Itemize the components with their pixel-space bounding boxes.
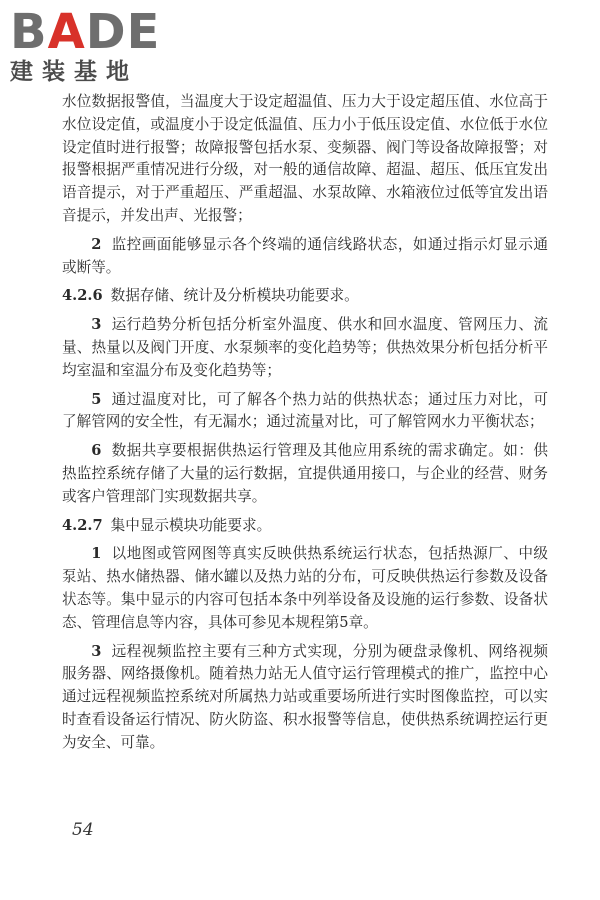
- list-item: 2 监控画面能够显示各个终端的通信线路状态，如通过指示灯显示通或断等。: [62, 235, 548, 276]
- list-item: 3 运行趋势分析包括分析室外温度、供水和回水温度、管网压力、流量、热量以及阀门开度、水泵频率的变化趋势等；供热效果分析包括分析平均室温和室温分布及变化趋势等；: [62, 316, 548, 379]
- logo-wordmark: BADE: [10, 4, 161, 60]
- page-number: 54: [72, 820, 94, 840]
- logo-subtitle: 建装基地: [10, 59, 138, 85]
- list-item: 6 数据共享要根据供热运行管理及其他应用系统的需求确定。如：供热监控系统存储了大量的运行数据，宜提供通用接口，与企业的经营、财务或客户管理部门实现数据共享。: [62, 442, 548, 505]
- logo-accent-letter: A: [47, 4, 86, 60]
- list-item: 1 以地图或管网图等真实反映供热系统运行状态，包括热源厂、中级泵站、热水储热器、储水罐以及热力站的分布，可反映供热运行参数及设备状态等。集中显示的内容可包括本条中列举设备及设施的运行参数、设备状态、管理信息等内容，具体可参见本规程第5章。: [62, 545, 548, 631]
- bade-logo: [10, 6, 180, 90]
- section-heading-4-2-7: 4.2.7 集中显示模块功能要求。: [62, 516, 272, 534]
- list-item: 5 通过温度对比，可了解各个热力站的供热状态；通过压力对比，可了解管网的安全性，有无漏水；通过流量对比，可了解管网水力平衡状态；: [62, 390, 548, 431]
- list-item: 3 远程视频监控主要有三种方式实现，分别为硬盘录像机、网络视频服务器、网络摄像机。随着热力站无人值守运行管理模式的推广，监控中心通过远程视频监控系统对所属热力站或重要场所进行实时图像监控，可以实时查看设备运行情况、防火防盗、积水报警等信息，使供热系统调控运行更为安全、可靠。: [62, 642, 548, 751]
- paragraph-continued: 水位数据报警值，当温度大于设定超温值、压力大于设定超压值、水位高于水位设定值，或温度小于设定低温值、压力小于低压设定值、水位低于水位设定值时进行报警；故障报警包括水泵、变频器、阀门等设备故障报警；对报警根据严重情况进行分级，对一般的通信故障、超温、超压、低压宜发出语音提示，对于严重超压、严重超温、水泵故障、水箱液位过低等宜发出语音提示，并发出声、光报警；: [62, 93, 548, 224]
- document-body: [62, 91, 548, 761]
- section-heading-4-2-6: 4.2.6 数据存储、统计及分析模块功能要求。: [62, 287, 359, 305]
